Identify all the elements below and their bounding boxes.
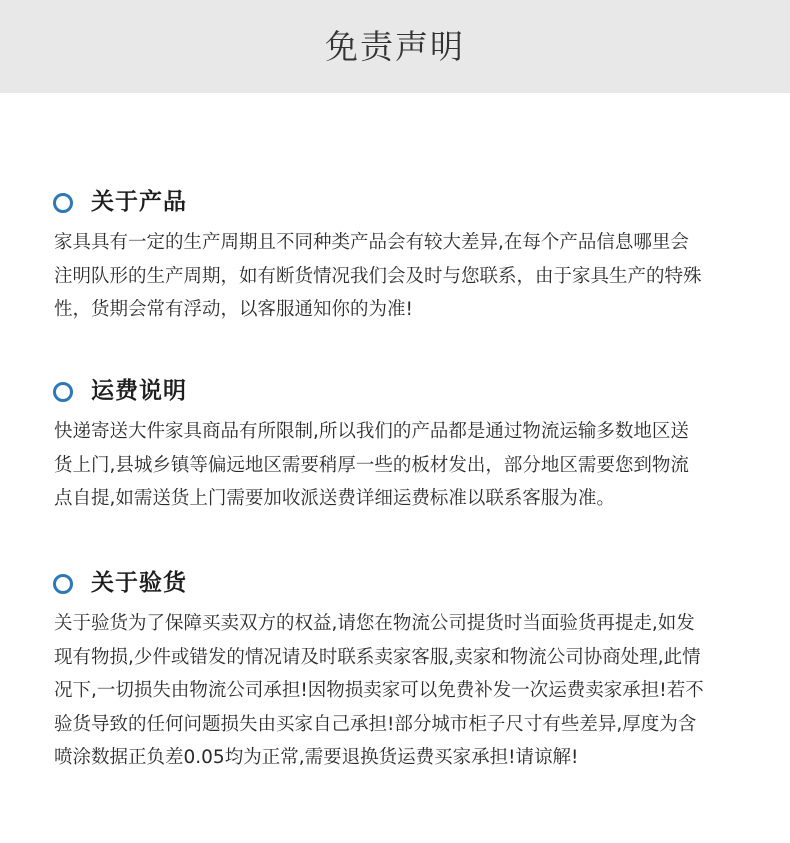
body-line: 验货导致的任何问题损失由买家自己承担!部分城市柜子尺寸有些差异,厚度为含 (54, 713, 697, 735)
section-body (54, 607, 744, 775)
section-inspection (0, 567, 790, 775)
body-line: 货上门,县城乡镇等偏远地区需要稍厚一些的板材发出，部分地区需要您到物流 (54, 454, 689, 476)
section-heading (0, 186, 790, 220)
body-line: 况下,一切损失由物流公司承担!因物损卖家可以免费补发一次运费卖家承担!若不 (54, 680, 704, 701)
body-line: 家具具有一定的生产周期且不同种类产品会有较大差异,在每个产品信息哪里会 (54, 232, 689, 253)
section-shipping (0, 375, 790, 516)
section-title: 运费说明 (91, 378, 187, 404)
circle-outline-icon (53, 193, 73, 213)
section-title: 关于产品 (91, 189, 187, 215)
header-band (0, 0, 790, 93)
body-line: 注明队形的生产周期，如有断货情况我们会及时与您联系，由于家具生产的特殊 (54, 265, 702, 287)
body-line: 关于验货为了保障买卖双方的权益,请您在物流公司提货时当面验货再提走,如发 (54, 613, 695, 634)
body-line: 现有物损,少件或错发的情况请及时联系卖家客服,卖家和物流公司协商处理,此情 (54, 646, 701, 668)
circle-outline-icon (53, 382, 73, 402)
section-title: 关于验货 (91, 570, 187, 596)
body-line: 快递寄送大件家具商品有所限制,所以我们的产品都是通过物流运输多数地区送 (54, 421, 689, 442)
section-body (54, 226, 744, 327)
body-line: 性，货期会常有浮动，以客服通知你的为准! (54, 299, 413, 320)
section-product (0, 186, 790, 327)
circle-outline-icon (53, 574, 73, 594)
page-title: 免责声明 (325, 27, 465, 66)
body-line: 点自提,如需送货上门需要加收派送费详细运费标准以联系客服为准。 (54, 488, 615, 509)
body-line: 喷涂数据正负差0.05均为正常,需要退换货运费买家承担!请谅解! (54, 747, 579, 768)
section-body (54, 415, 744, 516)
section-heading (0, 375, 790, 409)
section-heading (0, 567, 790, 601)
